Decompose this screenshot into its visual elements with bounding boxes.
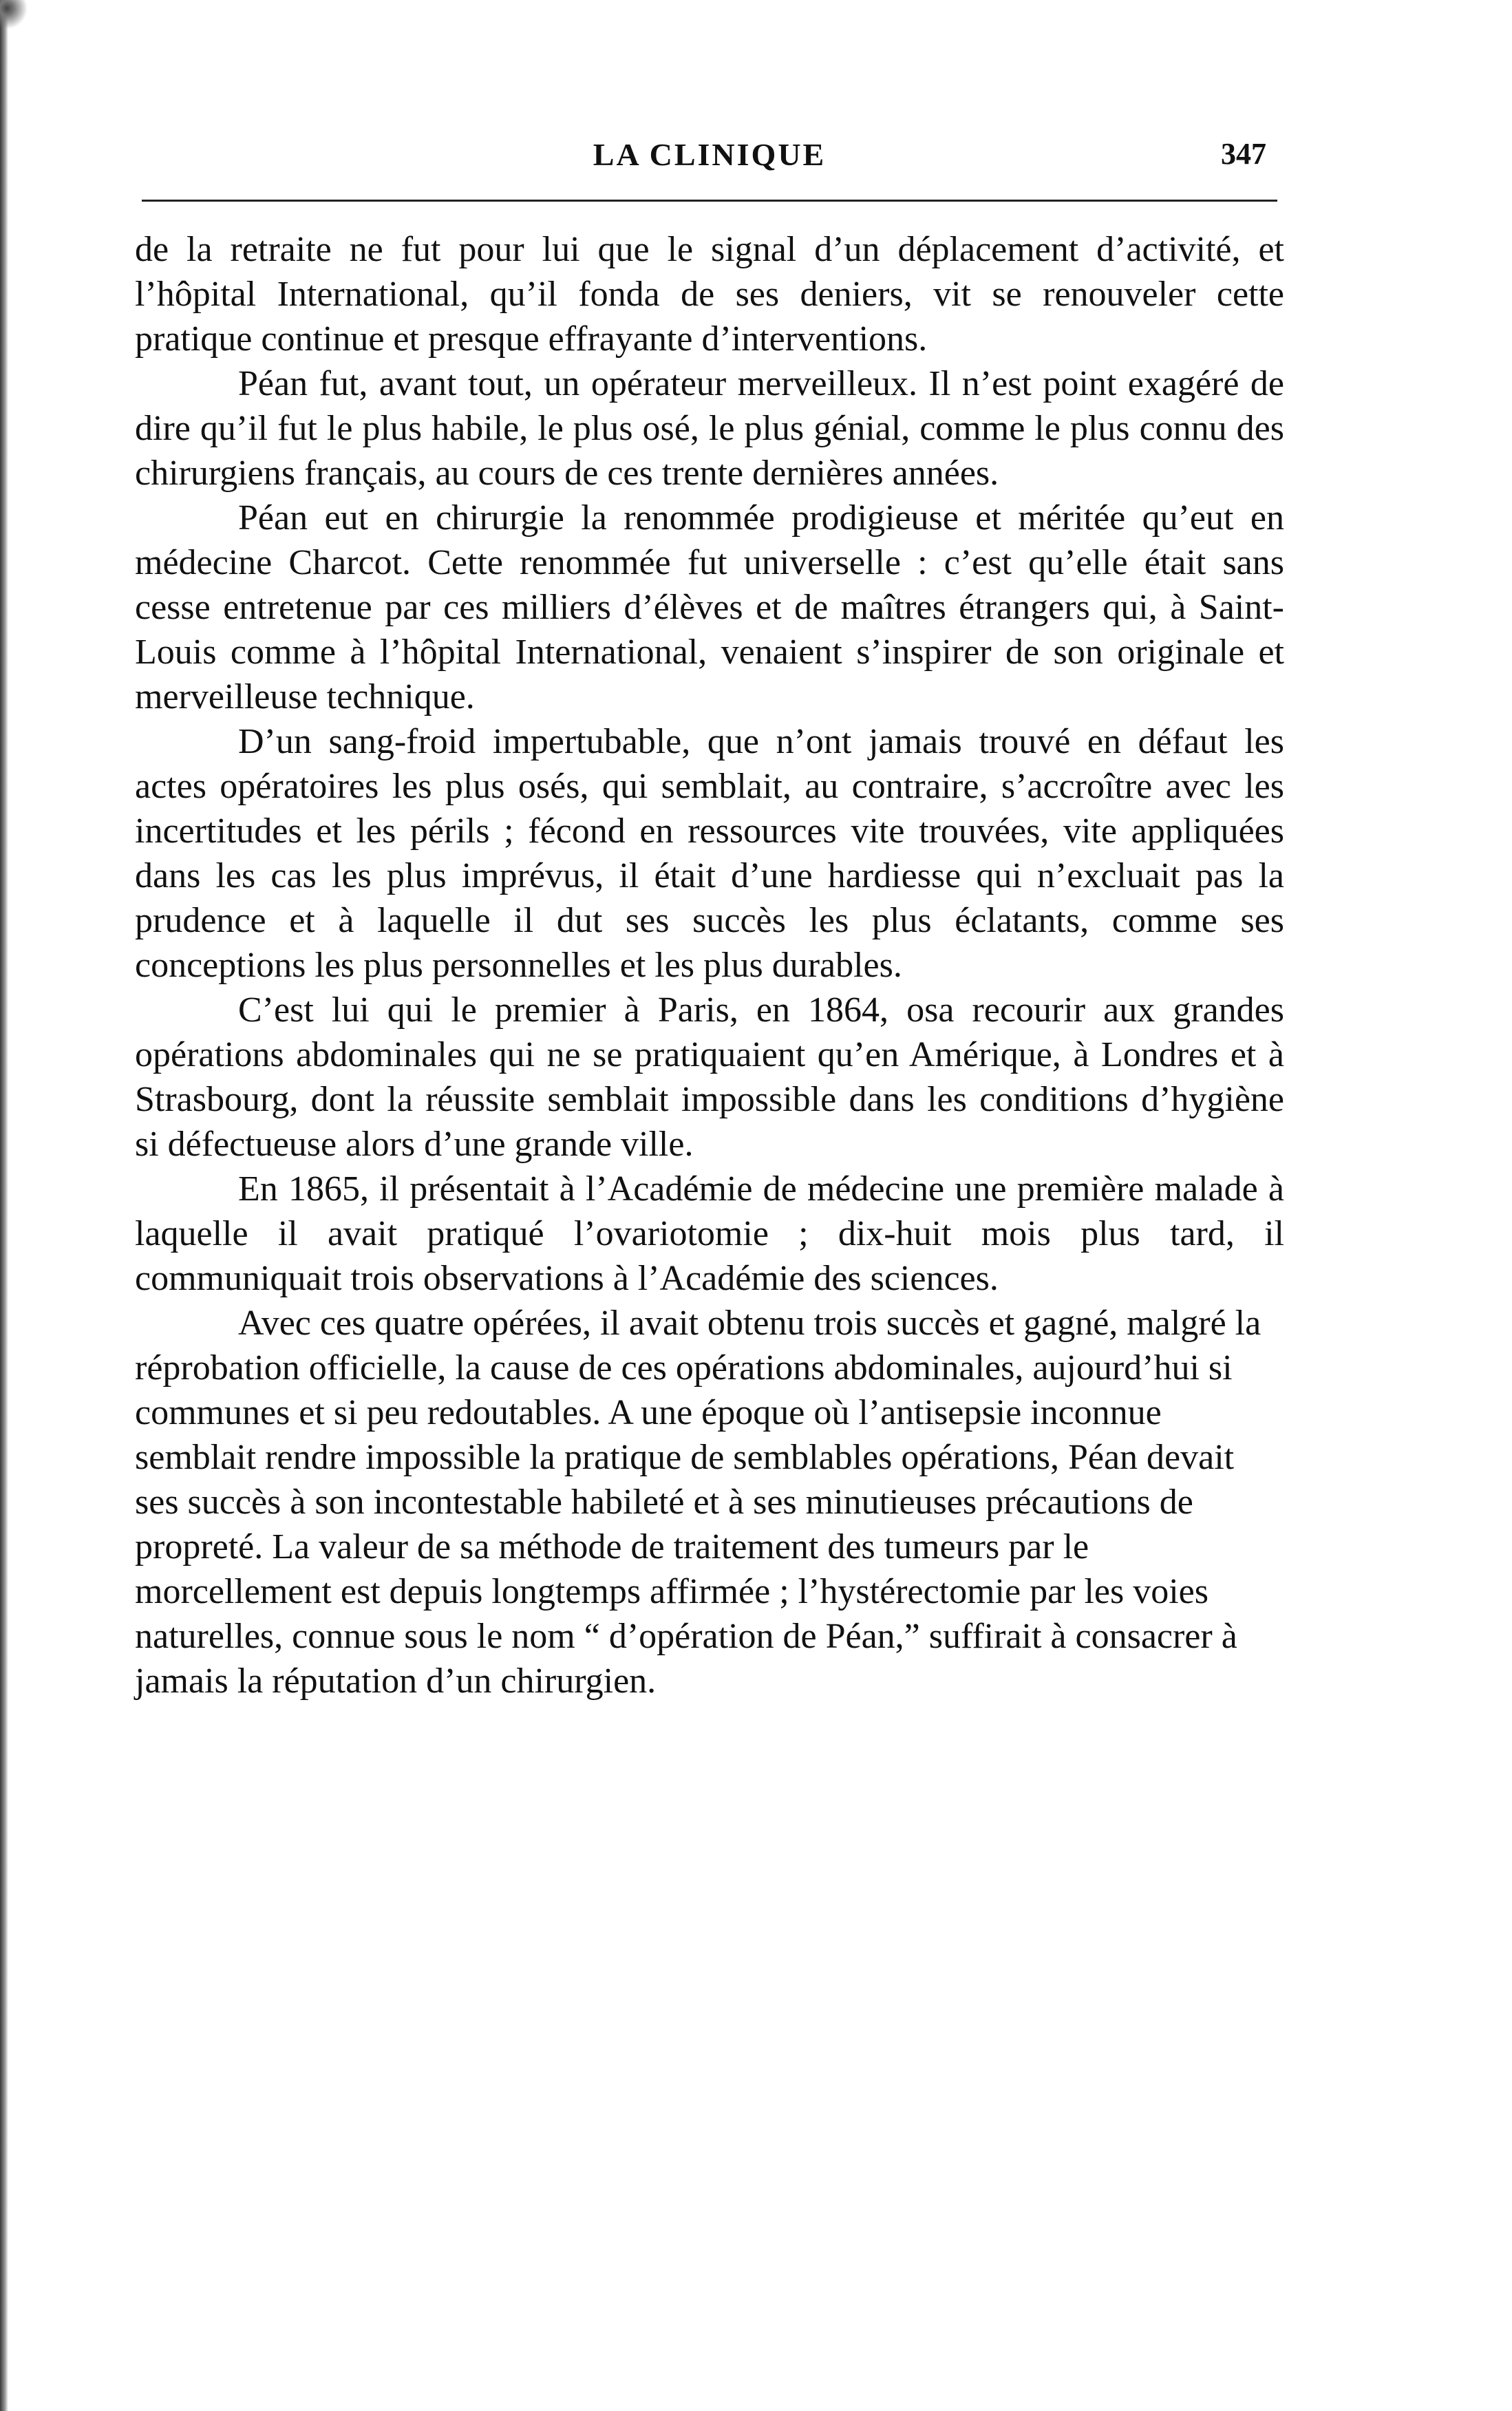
paragraph-2: Péan fut, avant tout, un opérateur merveilleux. Il n’est point exagéré de dire qu’il fut le plus habile, le plus osé, le plus génial, comme le plus connu des chirurgiens français, au cours de ces trente dernières années. — [135, 364, 1284, 493]
running-title: LA CLINIQUE — [593, 137, 827, 172]
paragraph-4: D’un sang-froid impertubable, que n’ont jamais trouvé en défaut les actes opératoires les plus osés, qui semblait, au contraire, s’accroître avec les incertitudes et les périls ; fécond en ressources vite trouvées, vite appliquées dans les cas les plus imprévus, il était d’une hardiesse qui n’excluait pas la prudence et à laquelle il dut ses succès les plus éclatants, comme ses conceptions les plus personnelles et les plus durables. — [135, 722, 1284, 985]
paragraph-7: Avec ces quatre opérées, il avait obtenu trois succès et gagné, malgré la réprobation officielle, la cause de ces opérations abdominales, aujourd’hui si communes et si peu redoutables. A une époque où l’antisepsie inconnue semblait rendre impossible la pratique de semblables opérations, Péan devait ses succès à son incontestable habileté et à ses minutieuses précautions de propreté. La valeur de sa méthode de traitement des tumeurs par le morcellement est depuis longtemps affirmée ; l’hystérectomie par les voies naturelles, connue sous le nom “ d’opération de Péan,” suffirait à consacrer à jamais la réputation d’un chirurgien. — [135, 1304, 1261, 1701]
header-rule — [142, 200, 1277, 202]
paragraph-1: de la retraite ne fut pour lui que le signal d’un déplacement d’activité, et l’hôpital International, qu’il fonda de ses deniers, vit se renouveler cette pratique continue et presque effrayante d’interventions. — [135, 230, 1284, 359]
body-text — [135, 227, 1284, 1703]
paragraph-6: En 1865, il présentait à l’Académie de médecine une première malade à laquelle il avait pratiqué l’ovariotomie ; dix-huit mois plus tard, il communiquait trois observations à l’Académie des sciences. — [135, 1169, 1284, 1298]
running-head — [135, 136, 1284, 184]
scan-corner-mark — [0, 0, 33, 32]
page-number: 347 — [1221, 137, 1266, 171]
paragraph-5: C’est lui qui le premier à Paris, en 1864, osa recourir aux grandes opérations abdominales qui ne se pratiquaient qu’en Amérique, à Londres et à Strasbourg, dont la réussite semblait impossible dans les conditions d’hygiène si défectueuse alors d’une grande ville. — [135, 990, 1284, 1164]
paragraph-3: Péan eut en chirurgie la renommée prodigieuse et méritée qu’eut en médecine Charcot. Cette renommée fut universelle : c’est qu’elle était sans cesse entretenue par ces milliers d’élèves et de maîtres étrangers qui, à Saint-Louis comme à l’hôpital International, venaient s’inspirer de son originale et merveilleuse technique. — [135, 498, 1284, 716]
scan-page-edge — [0, 0, 8, 2411]
